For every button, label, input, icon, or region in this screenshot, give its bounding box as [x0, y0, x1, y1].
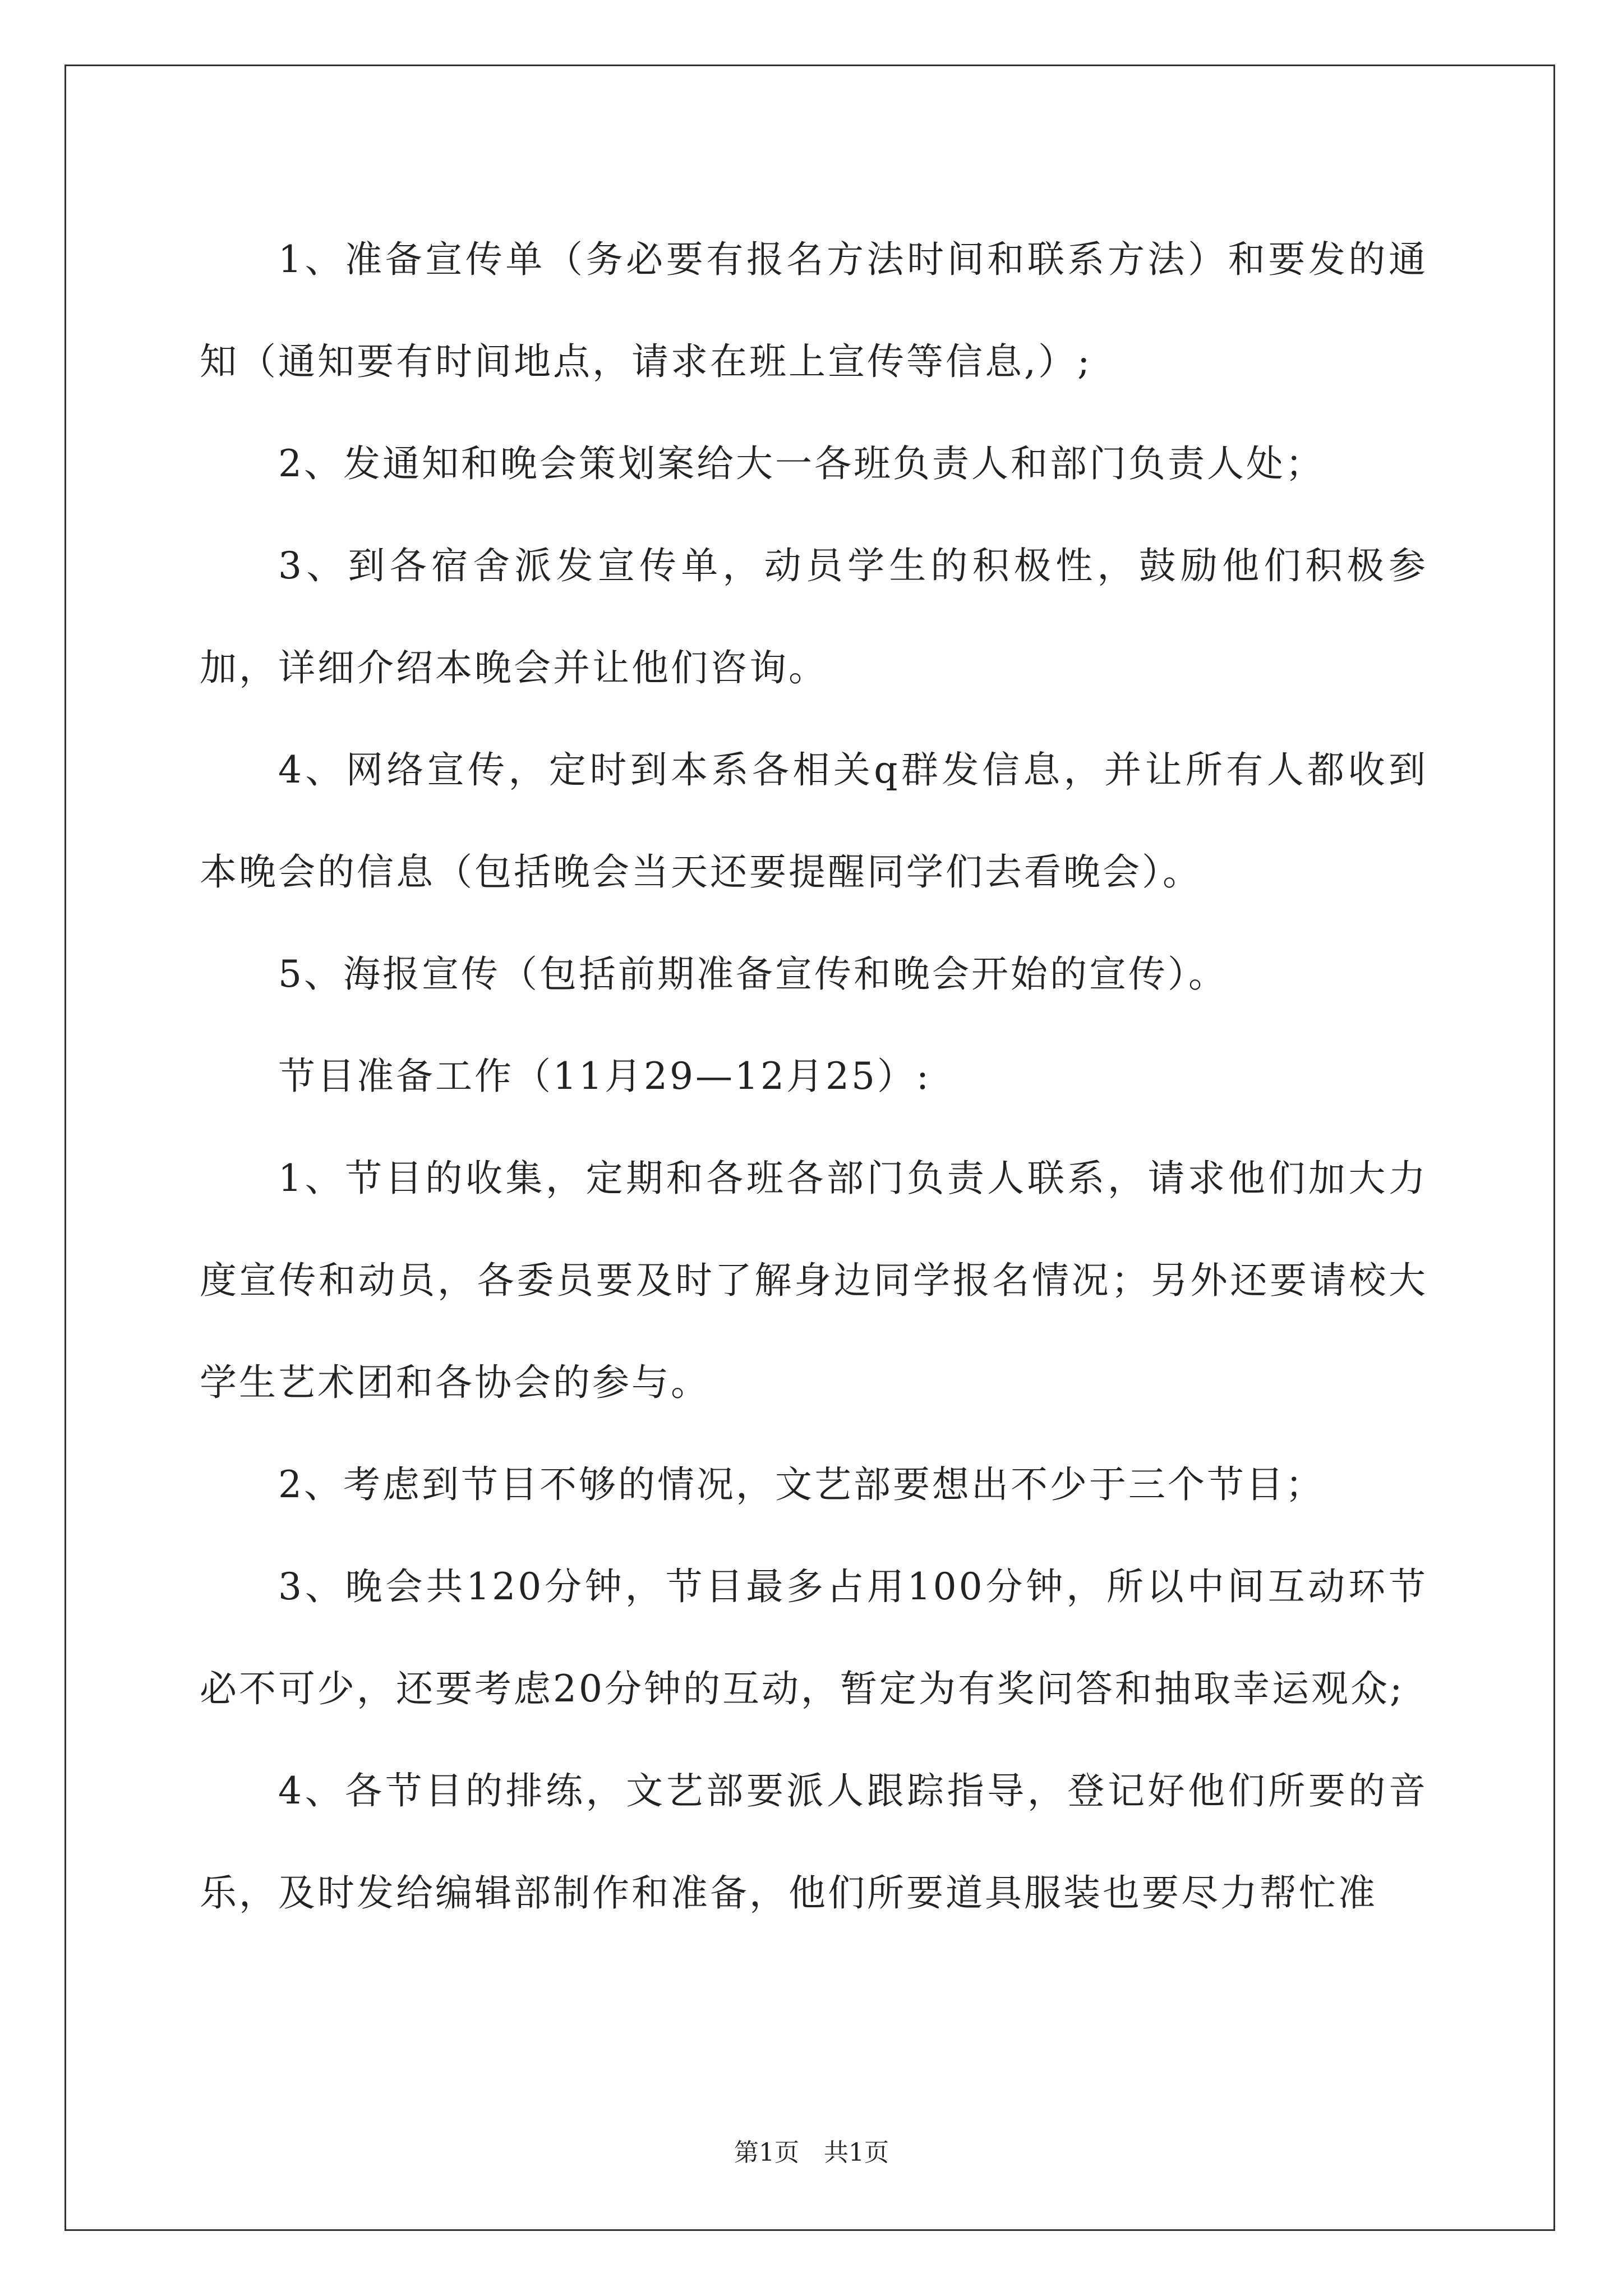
paragraph-1: 1、准备宣传单（务必要有报名方法时间和联系方法）和要发的通知（通知要有时间地点，请求在班上宣传等信息,）; [200, 238, 1428, 383]
paragraph-5: 5、海报宣传（包括前期准备宣传和晚会开始的宣传）。 [278, 953, 1228, 996]
paragraph-7: 2、考虑到节目不够的情况，文艺部要想出不少于三个节目； [278, 1463, 1325, 1506]
section-heading: 节目准备工作（11月29—12月25）: [278, 1055, 932, 1098]
paragraph-6: 1、节目的收集，定期和各班各部门负责人联系，请求他们加大力度宣传和动员，各委员要及时了解身边同学报名情况；另外还要请校大学生艺术团和各协会的参与。 [200, 1157, 1428, 1404]
paragraph-8: 3、晚会共120分钟，节目最多占用100分钟，所以中间互动环节必不可少，还要考虑20分钟的互动，暂定为有奖问答和抽取幸运观众; [200, 1565, 1428, 1710]
paragraph-3: 3、到各宿舍派发宣传单，动员学生的积极性，鼓励他们积极参加，详细介绍本晚会并让他们咨询。 [200, 544, 1428, 689]
paragraph-4: 4、网络宣传，定时到本系各相关q群发信息，并让所有人都收到本晚会的信息（包括晚会当天还要提醒同学们去看晚会）。 [200, 748, 1428, 894]
paragraph-9: 4、各节目的排练，文艺部要派人跟踪指导，登记好他们所要的音乐，及时发给编辑部制作和准备，他们所要道具服装也要尽力帮忙准 [200, 1769, 1428, 1915]
page-footer: 第1页 共1页 [734, 2138, 889, 2167]
document-body [200, 209, 1428, 1944]
paragraph-2: 2、发通知和晚会策划案给大一各班负责人和部门负责人处； [278, 442, 1325, 485]
